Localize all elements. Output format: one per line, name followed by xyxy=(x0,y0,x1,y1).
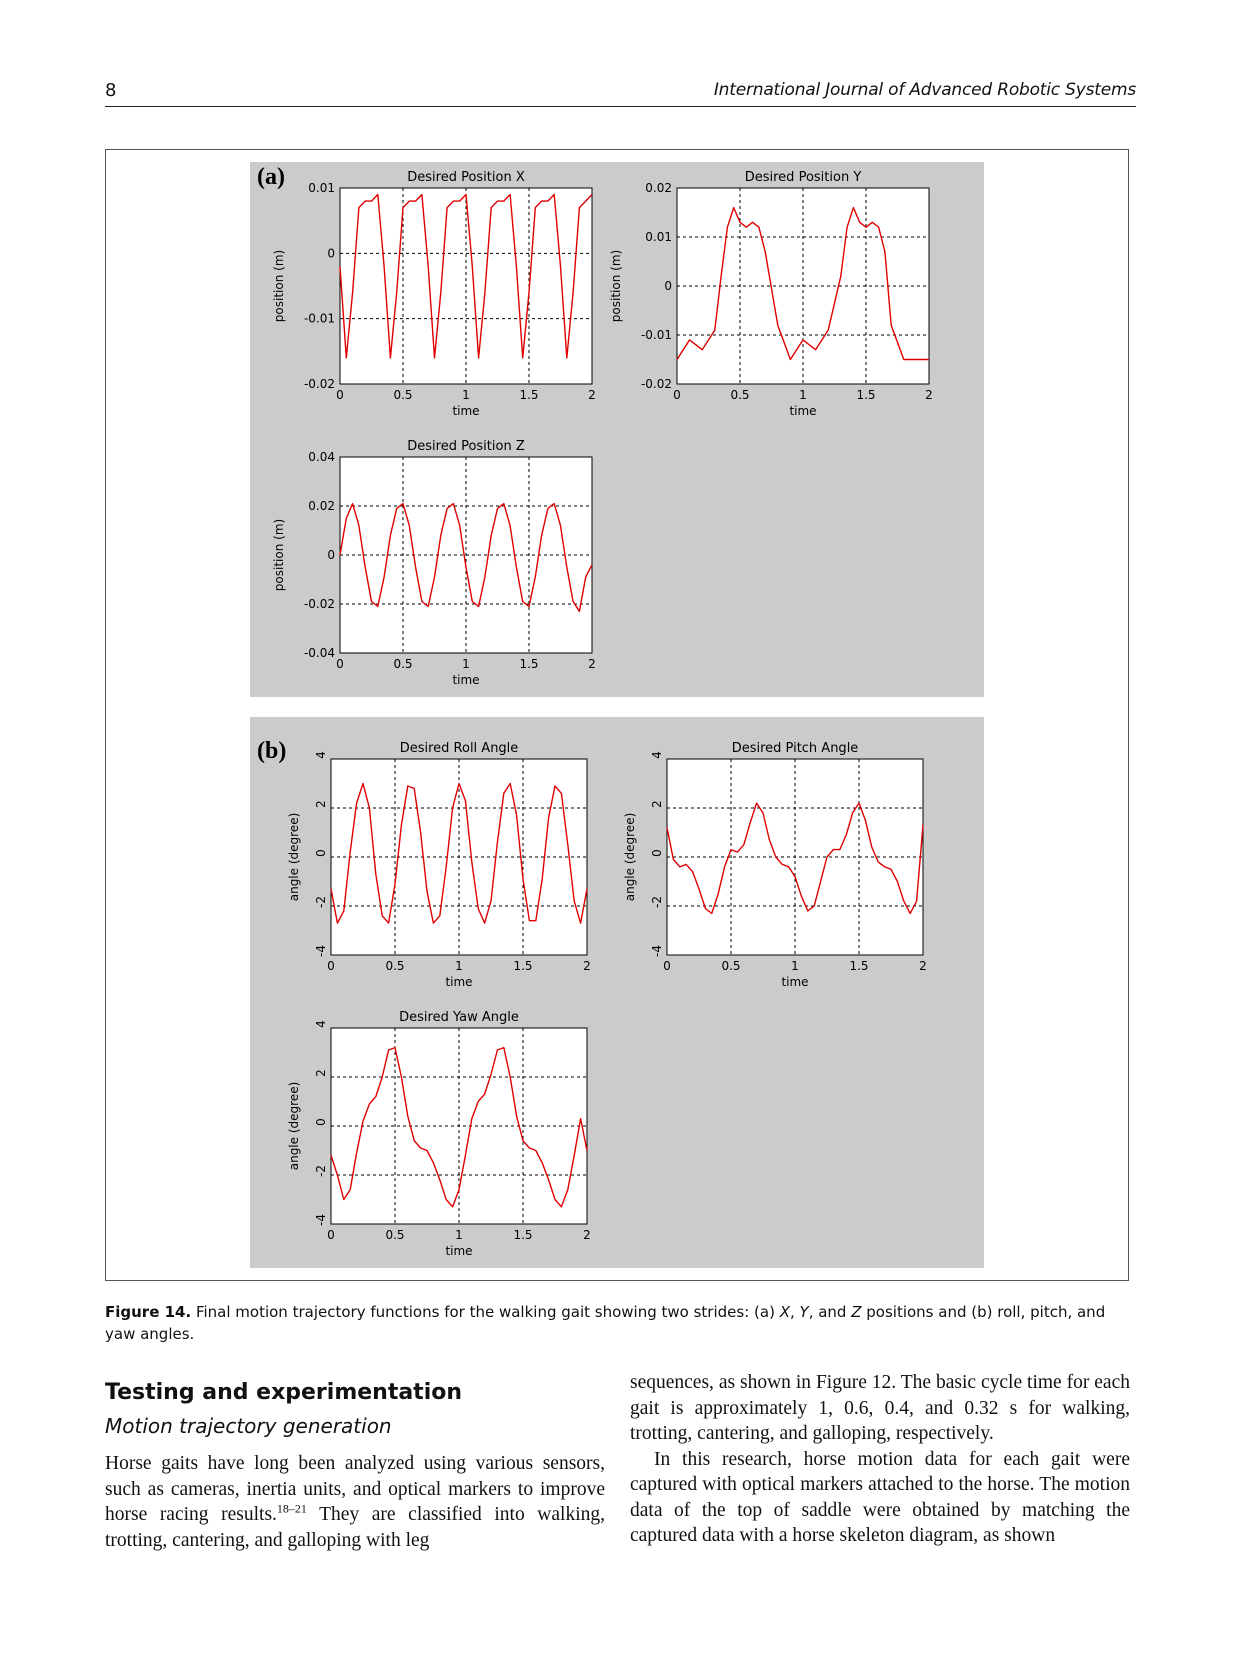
chart-6-xtick-label: 1.5 xyxy=(513,1228,533,1242)
chart-6-ylabel: angle (degree) xyxy=(287,1081,301,1171)
paragraph-2: sequences, as shown in Figure 12. The basic cycle time for each gait is approximately 1, 0.6, 0.4, and 0.32 s for walking, trotting, cantering, and galloping, respectively. xyxy=(630,1372,1130,1444)
chart-5-xtick-label: 2 xyxy=(919,959,927,973)
chart-3-xtick-label: 2 xyxy=(588,657,596,671)
chart-1-ylabel: position (m) xyxy=(272,249,286,323)
subsection-heading: Motion trajectory generation xyxy=(105,1413,392,1438)
chart-1-xtick-label: 1.5 xyxy=(519,388,539,402)
chart-4-xtick-label: 0 xyxy=(327,959,335,973)
chart-3-ytick-label: -0.04 xyxy=(303,646,335,660)
caption-y: Y xyxy=(799,1303,809,1321)
chart-1-xlabel: time xyxy=(452,404,480,418)
chart-1-xtick-label: 2 xyxy=(588,388,596,402)
chart-4-xtick-label: 0.5 xyxy=(385,959,405,973)
caption-x: X xyxy=(779,1303,790,1321)
paragraph-1-text: Horse gaits have long been analyzed using various sensors, such as cameras, inertia units, and optical markers to improve horse racing results. xyxy=(105,1453,605,1525)
chart-5-ytick-label: 2 xyxy=(650,800,664,808)
chart-5-xtick-label: 1.5 xyxy=(849,959,869,973)
chart-5-xtick-label: 1 xyxy=(791,959,799,973)
chart-2-xtick-label: 0 xyxy=(673,388,681,402)
chart-2-xtick-label: 1.5 xyxy=(856,388,876,402)
chart-6-xtick-label: 0.5 xyxy=(385,1228,405,1242)
chart-6-ytick-label: -4 xyxy=(314,1214,328,1226)
chart-5-ytick-label: 4 xyxy=(650,751,664,759)
chart-5-xtick-label: 0 xyxy=(663,959,671,973)
chart-2-ytick-label: -0.02 xyxy=(640,377,672,391)
caption-text-2: positions and (b) roll, pitch, and yaw angles. xyxy=(105,1303,1106,1343)
chart-3-xlabel: time xyxy=(452,673,480,687)
panel-b-label: (b) xyxy=(257,738,287,764)
chart-4-ytick-label: 0 xyxy=(314,849,328,857)
chart-1-xtick-label: 0.5 xyxy=(393,388,413,402)
chart-4-ytick-label: -2 xyxy=(314,896,328,908)
chart-5-ytick-label: 0 xyxy=(650,849,664,857)
chart-1-ytick-label: 0 xyxy=(327,246,335,261)
chart-2-xlabel: time xyxy=(789,404,817,418)
caption-sep-1: , xyxy=(789,1303,800,1321)
chart-2-ytick-label: 0.01 xyxy=(645,230,672,244)
text-column-right xyxy=(630,1370,1130,1549)
chart-1-xtick-label: 0 xyxy=(336,388,344,402)
chart-6-ytick-label: -2 xyxy=(314,1165,328,1177)
chart-4-xtick-label: 1.5 xyxy=(513,959,533,973)
figure-caption xyxy=(105,1301,1129,1345)
chart-2-xtick-label: 0.5 xyxy=(730,388,750,402)
chart-4-xtick-label: 2 xyxy=(583,959,591,973)
panel-a-label: (a) xyxy=(257,164,285,190)
chart-3-ylabel: position (m) xyxy=(272,518,286,592)
chart-3-xtick-label: 0 xyxy=(336,657,344,671)
chart-6-xtick-label: 1 xyxy=(455,1228,463,1242)
chart-3-xtick-label: 0.5 xyxy=(393,657,413,671)
journal-title: International Journal of Advanced Robotic Systems xyxy=(713,80,1136,100)
chart-6-ytick-label: 2 xyxy=(314,1069,328,1077)
chart-3-title: Desired Position Z xyxy=(407,439,525,454)
paragraph-3: In this research, horse motion data for each gait were captured with optical markers attached to the horse. The motion data of the top of saddle were obtained by matching the captured data with a horse skeleton diagram, as shown xyxy=(630,1448,1130,1546)
caption-sep-2: , and xyxy=(808,1303,852,1321)
paragraph-1 xyxy=(105,1451,605,1553)
citation-superscript: 18–21 xyxy=(276,1501,307,1516)
chart-3-ytick-label: 0 xyxy=(327,548,335,562)
chart-4-ytick-label: 2 xyxy=(314,800,328,808)
chart-2-xtick-label: 2 xyxy=(925,388,933,402)
caption-z: Z xyxy=(851,1303,862,1321)
chart-3-xtick-label: 1 xyxy=(462,657,470,671)
chart-5-ylabel: angle (degree) xyxy=(623,812,637,902)
chart-2-ytick-label: -0.01 xyxy=(640,328,672,342)
chart-1-ytick-label: 0.01 xyxy=(308,181,335,195)
chart-4-xlabel: time xyxy=(445,975,473,989)
text-column-left xyxy=(105,1380,605,1553)
section-heading: Testing and experimentation xyxy=(105,1380,463,1405)
chart-6-ytick-label: 0 xyxy=(314,1118,328,1126)
chart-1-xtick-label: 1 xyxy=(462,388,470,402)
chart-1-title: Desired Position X xyxy=(407,170,525,185)
chart-3-ytick-label: 0.04 xyxy=(308,450,335,464)
chart-2-title: Desired Position Y xyxy=(744,170,862,185)
chart-4-xtick-label: 1 xyxy=(455,959,463,973)
chart-4-ytick-label: 4 xyxy=(314,751,328,759)
chart-2-ytick-label: 0.02 xyxy=(645,181,672,195)
chart-6-xlabel: time xyxy=(445,1244,473,1258)
chart-1-ytick-label: -0.01 xyxy=(303,311,335,326)
chart-5-xtick-label: 0.5 xyxy=(721,959,741,973)
chart-4-title: Desired Roll Angle xyxy=(399,741,519,756)
chart-6-xtick-label: 2 xyxy=(583,1228,591,1242)
chart-5-title: Desired Pitch Angle xyxy=(731,741,859,756)
chart-5-ytick-label: -2 xyxy=(650,896,664,908)
caption-text-1: Final motion trajectory functions for the walking gait showing two strides: (a) xyxy=(195,1303,780,1321)
chart-3-ytick-label: 0.02 xyxy=(308,499,335,513)
chart-6-xtick-label: 0 xyxy=(327,1228,335,1242)
chart-3-xtick-label: 1.5 xyxy=(519,657,539,671)
chart-1-ytick-label: -0.02 xyxy=(303,377,335,391)
chart-4-ytick-label: -4 xyxy=(314,945,328,957)
paragraph-1-text-cont: They are classified into walking, trotting, cantering, and galloping with leg xyxy=(105,1504,605,1551)
chart-5-xlabel: time xyxy=(781,975,809,989)
chart-6-title: Desired Yaw Angle xyxy=(399,1010,519,1025)
page-number: 8 xyxy=(105,80,117,101)
chart-2-ylabel: position (m) xyxy=(609,249,623,323)
chart-2-xtick-label: 1 xyxy=(799,388,807,402)
caption-label: Figure 14. xyxy=(105,1303,192,1321)
chart-2-ytick-label: 0 xyxy=(664,279,672,293)
chart-6-ytick-label: 4 xyxy=(314,1020,328,1028)
chart-5-ytick-label: -4 xyxy=(650,945,664,957)
chart-3-ytick-label: -0.02 xyxy=(303,597,335,611)
chart-4-ylabel: angle (degree) xyxy=(287,812,301,902)
